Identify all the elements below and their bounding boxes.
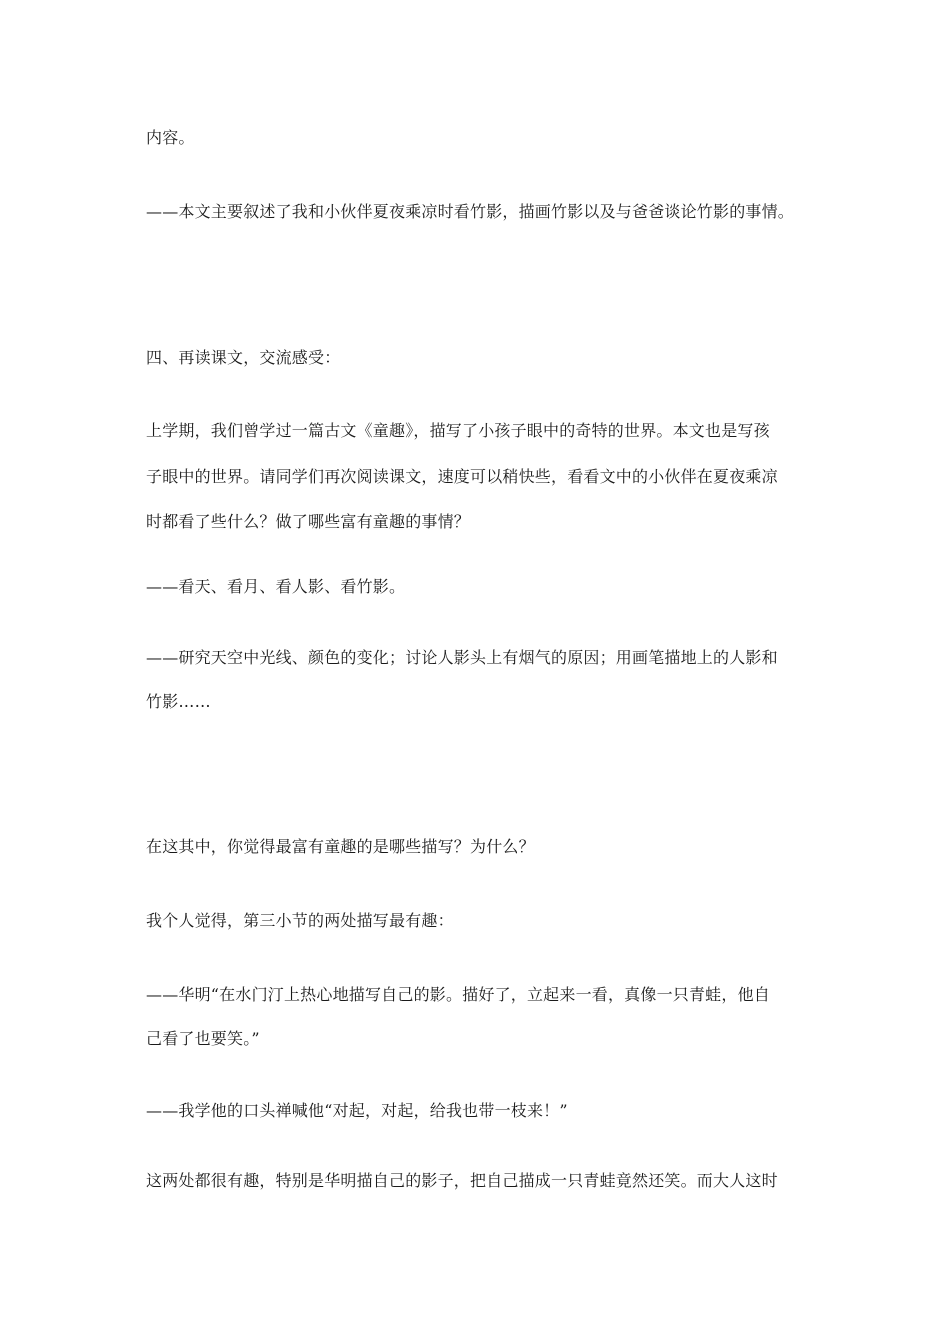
text-line-quote-1b: 己看了也要笑。” — [146, 1029, 260, 1048]
text-line-summary: ——本文主要叙述了我和小伙伴夏夜乘凉时看竹影，描画竹影以及与爸爸谈论竹影的事情。 — [146, 202, 795, 221]
text-line-question: 在这其中，你觉得最富有童趣的是哪些描写？为什么？ — [146, 837, 535, 856]
text-line-paragraph-2: 子眼中的世界。请同学们再次阅读课文，速度可以稍快些，看看文中的小伙伴在夏夜乘凉 — [146, 467, 778, 486]
text-line-conclusion: 这两处都很有趣，特别是华明描自己的影子，把自己描成一只青蛙竟然还笑。而大人这时 — [146, 1171, 778, 1190]
text-line-answer-1: ——看天、看月、看人影、看竹影。 — [146, 577, 406, 596]
text-line-answer-2b: 竹影…… — [146, 692, 211, 711]
text-line-paragraph-1: 上学期，我们曾学过一篇古文《童趣》，描写了小孩子眼中的奇特的世界。本文也是写孩 — [146, 421, 770, 440]
text-line-quote-2: ——我学他的口头禅喊他“对起，对起，给我也带一枝来！” — [146, 1101, 568, 1120]
text-line-opinion: 我个人觉得，第三小节的两处描写最有趣： — [146, 911, 454, 930]
text-line-quote-1a: ——华明“在水门汀上热心地描写自己的影。描好了，立起来一看，真像一只青蛙，他自 — [146, 985, 770, 1004]
text-line-paragraph-3: 时都看了些什么？做了哪些富有童趣的事情？ — [146, 512, 471, 531]
text-line-content-end: 内容。 — [146, 128, 195, 147]
text-line-answer-2a: ——研究天空中光线、颜色的变化；讨论人影头上有烟气的原因；用画笔描地上的人影和 — [146, 648, 778, 667]
section-heading-four: 四、再读课文，交流感受： — [146, 348, 341, 367]
